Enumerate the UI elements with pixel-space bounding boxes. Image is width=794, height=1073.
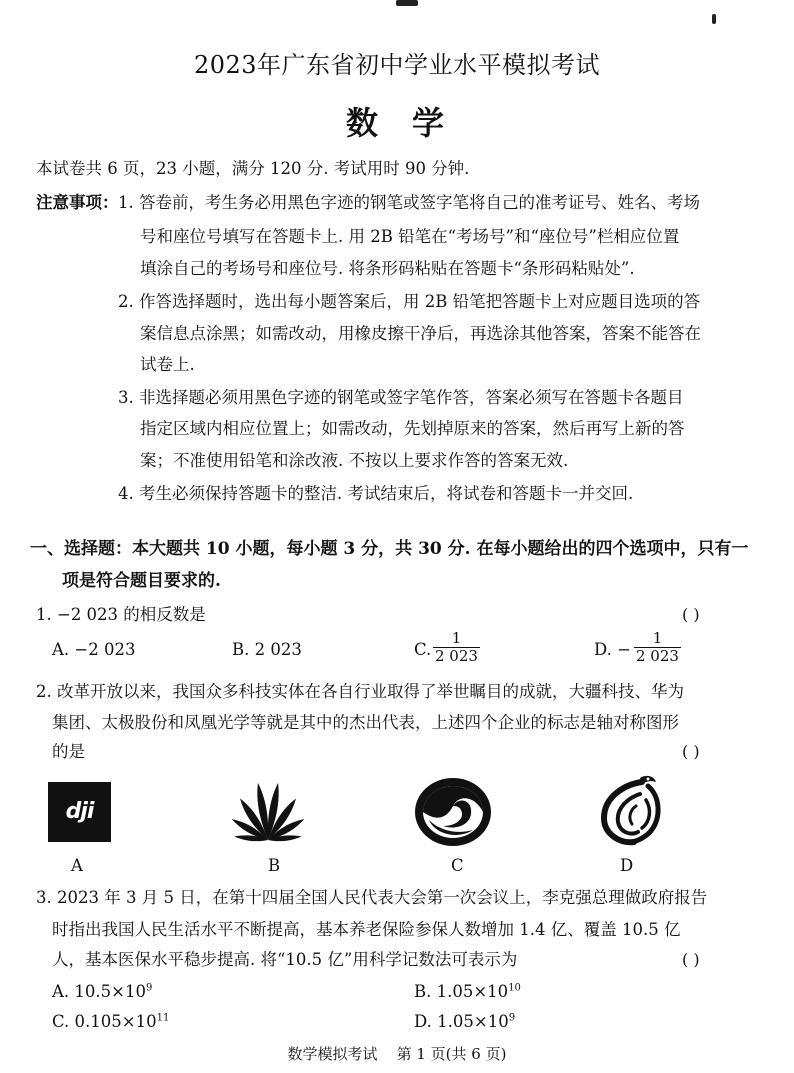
note-3-line-2: 指定区域内相应位置上；如需改动，先划掉原来的答案，然后再写上新的答	[140, 419, 685, 438]
fraction-numerator: 1	[652, 629, 663, 647]
q3-option-c-base: C. 0.105×10	[52, 1012, 157, 1031]
logo-taiji-icon	[413, 776, 493, 848]
fraction-numerator: 1	[451, 629, 462, 647]
fraction-denominator: 2 023	[636, 647, 679, 665]
exam-title: 2023年广东省初中学业水平模拟考试	[193, 51, 601, 79]
q1-option-c-fraction	[433, 630, 480, 665]
q3-option-c	[52, 1012, 169, 1032]
q3-stem-line-2: 时指出我国人民生活水平不断提高，基本养老保险参保人数增加 1.4 亿、覆盖 10.5 亿	[52, 920, 681, 939]
note-3-line-1: 3. 非选择题必须用黑色字迹的钢笔或签字笔作答，答案必须写在答题卡各题目	[118, 388, 684, 407]
logo-label-c: C	[451, 856, 464, 875]
logo-phoenix-icon	[590, 770, 670, 850]
fraction-denominator: 2 023	[435, 647, 478, 665]
q1-option-d-fraction	[634, 630, 681, 665]
note-2-line-2: 案信息点涂黑；如需改动，用橡皮擦干净后，再选涂其他答案，答案不能答在	[140, 324, 701, 343]
q1-option-a: A. −2 023	[52, 640, 136, 659]
logo-label-b: B	[268, 856, 281, 875]
q3-option-d-base: D. 1.05×10	[414, 1012, 509, 1031]
q3-option-a	[52, 982, 152, 1002]
q3-option-b	[414, 982, 521, 1002]
note-2-line-3: 试卷上.	[140, 355, 195, 374]
dji-wordmark: dji	[65, 799, 94, 824]
logo-dji-icon	[48, 782, 111, 842]
logo-label-d: D	[620, 856, 634, 875]
q3-stem-line-1: 3. 2023 年 3 月 5 日，在第十四届全国人民代表大会第一次会议上，李克强总理做政府报告	[36, 888, 708, 907]
q2-stem-line-2: 集团、太极股份和凤凰光学等就是其中的杰出代表，上述四个企业的标志是轴对称图形	[52, 713, 679, 732]
intro-text: 本试卷共 6 页，23 小题，满分 120 分. 考试用时 90 分钟.	[36, 159, 470, 178]
note-1-line-1: 1. 答卷前，考生务必用黑色字迹的钢笔或签字笔将自己的准考证号、姓名、考场	[118, 193, 700, 212]
page-footer: 数学模拟考试 第 1 页(共 6 页)	[287, 1045, 507, 1063]
scan-speck	[712, 14, 716, 24]
note-3-line-3: 案；不准使用铅笔和涂改液. 不按以上要求作答的答案无效.	[140, 451, 569, 470]
logo-huawei-icon	[228, 778, 308, 846]
logo-label-a: A	[71, 856, 83, 875]
q2-answer-paren: ( )	[682, 742, 700, 761]
q3-answer-paren: ( )	[682, 950, 700, 969]
q1-option-b: B. 2 023	[232, 640, 302, 659]
q1-option-c-label: C.	[414, 640, 432, 659]
q3-option-b-exponent: 10	[508, 982, 521, 994]
q3-option-b-base: B. 1.05×10	[414, 982, 509, 1001]
q3-option-a-exponent: 9	[145, 982, 153, 994]
q3-stem-line-3: 人，基本医保水平稳步提高. 将“10.5 亿”用科学记数法可表示为	[52, 950, 518, 969]
q1-option-d-label: D. −	[594, 640, 631, 659]
q3-option-d	[414, 1012, 515, 1032]
q3-option-c-exponent: 11	[156, 1012, 170, 1024]
note-1-line-3: 填涂自己的考场号和座位号. 将条形码粘贴在答题卡“条形码粘贴处”.	[140, 259, 635, 278]
q1-stem: 1. −2 023 的相反数是	[36, 605, 206, 624]
scan-speck	[396, 0, 418, 6]
q2-stem-line-1: 2. 改革开放以来，我国众多科技实体在各自行业取得了举世瞩目的成就，大疆科技、华为	[36, 682, 684, 701]
q3-option-d-exponent: 9	[508, 1012, 516, 1024]
q3-option-a-base: A. 10.5×10	[52, 982, 146, 1001]
subject-title: 数学	[345, 104, 478, 142]
q2-stem-line-3: 的是	[52, 742, 85, 761]
notes-label: 注意事项：	[36, 193, 119, 212]
section-1-title-cont: 项是符合题目要求的.	[62, 571, 221, 591]
note-4-line-1: 4. 考生必须保持答题卡的整洁. 考试结束后，将试卷和答题卡一并交回.	[118, 484, 634, 503]
note-1-line-2: 号和座位号填写在答题卡上. 用 2B 铅笔在“考场号”和“座位号”栏相应位置	[140, 227, 680, 246]
note-2-line-1: 2. 作答选择题时，选出每小题答案后，用 2B 铅笔把答题卡上对应题目选项的答	[118, 292, 701, 311]
q1-answer-paren: ( )	[682, 605, 700, 624]
section-1-title: 一、选择题：本大题共 10 小题，每小题 3 分，共 30 分. 在每小题给出的四个选项中，只有一	[30, 539, 749, 559]
